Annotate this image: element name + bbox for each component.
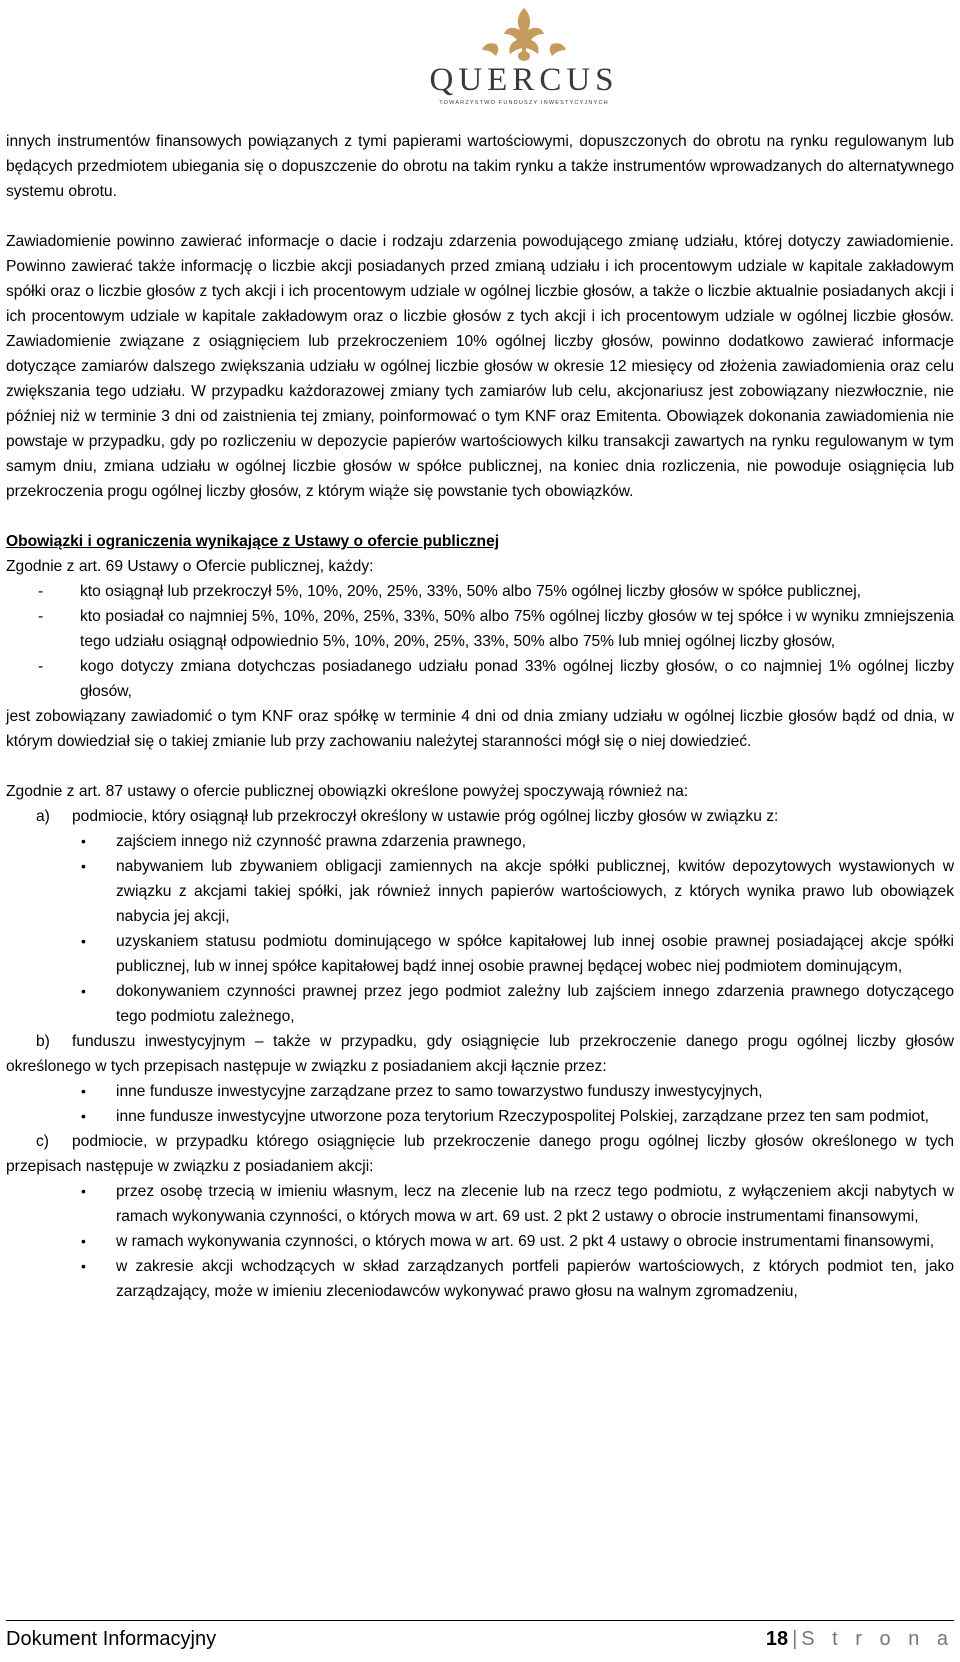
document-body xyxy=(6,129,954,1304)
bullet-icon: • xyxy=(81,1083,86,1099)
dash-marker: - xyxy=(38,608,44,625)
alpha-item-b xyxy=(6,1029,954,1079)
list-item-text: kto osiągnął lub przekroczył 5%, 10%, 20%, 25%, 33%, 50% albo 75% ogólnej liczby głosów w spółce publicznej, xyxy=(80,583,861,600)
dash-marker: - xyxy=(38,658,44,675)
paragraph-continuation: innych instrumentów finansowych powiązanych z tymi papierami wartościowymi, dopuszczonych do obrotu na rynku regulowanym lub będących przedmiotem ubiegania się o dopuszczenie do obrotu na takim rynku a także instrumentów wprowadzanych do alternatywnego systemu obrotu. xyxy=(6,133,954,200)
bullet-icon: • xyxy=(81,933,86,949)
bullet-icon: • xyxy=(81,1183,86,1199)
art87-intro: Zgodnie z art. 87 ustawy o ofercie publicznej obowiązki określone powyżej spoczywają również na: xyxy=(6,783,689,800)
list-item xyxy=(6,604,954,654)
list-item-text: dokonywaniem czynności prawnej przez jego podmiot zależny lub zajściem innego zdarzenia prawnego dotyczącego tego podmiotu zależnego, xyxy=(116,983,954,1025)
logo-wordmark: QUERCUS xyxy=(429,62,619,98)
bullet-icon: • xyxy=(81,858,86,874)
footer-divider xyxy=(6,1620,954,1621)
footer-doc-title: Dokument Informacyjny xyxy=(6,1628,217,1650)
list-item xyxy=(6,1229,954,1254)
alpha-item-text: funduszu inwestycyjnym – także w przypadku, gdy osiągnięcie lub przekroczenie danego progu ogólnej liczby głosów określonego w tych przepisach następuje w związku z posiadaniem akcji łącznie przez: xyxy=(6,1033,954,1075)
document-page xyxy=(6,0,954,1662)
list-item xyxy=(6,1254,954,1304)
alpha-marker: b) xyxy=(36,1033,50,1050)
section-intro: Zgodnie z art. 69 Ustawy o Ofercie publicznej, każdy: xyxy=(6,558,374,575)
quercus-logo xyxy=(414,4,634,112)
alpha-item-a xyxy=(6,804,954,829)
alpha-marker: a) xyxy=(36,808,50,825)
page-label: S t r o n a xyxy=(801,1628,954,1650)
alpha-marker: c) xyxy=(36,1133,49,1150)
list-item-text: w zakresie akcji wchodzących w skład zarządzanych portfeli papierów wartościowych, z których podmiot ten, jako zarządzający, może w imieniu zleceniodawców wykonywać prawo głosu na walnym zgromadzeniu, xyxy=(116,1258,954,1300)
oak-crest-icon xyxy=(414,4,634,64)
list-item-text: inne fundusze inwestycyjne utworzone poza terytorium Rzeczypospolitej Polskiej, zarządzane przez ten sam podmiot, xyxy=(116,1108,930,1125)
footer-separator: | xyxy=(792,1628,798,1650)
list-item xyxy=(6,979,954,1029)
list-item-text: w ramach wykonywania czynności, o których mowa w art. 69 ust. 2 pkt 4 ustawy o obrocie instrumentami finansowymi, xyxy=(116,1233,935,1250)
list-item-text: przez osobę trzecią w imieniu własnym, lecz na zlecenie lub na rzecz tego podmiotu, z wyłączeniem akcji nabytych w ramach wykonywania czynności, o których mowa w art. 69 ust. 2 pkt 2 ustawy o obrocie instrumentami finansowymi, xyxy=(116,1183,954,1225)
section-heading: Obowiązki i ograniczenia wynikające z Ustawy o ofercie publicznej xyxy=(6,533,500,550)
list-item xyxy=(6,1104,954,1129)
list-item-text: kogo dotyczy zmiana dotychczas posiadanego udziału ponad 33% ogólnej liczby głosów, o co najmniej 1% ogólnej liczby głosów, xyxy=(80,658,954,700)
bullet-icon: • xyxy=(81,983,86,999)
dash-marker: - xyxy=(38,583,44,600)
bullet-icon: • xyxy=(81,833,86,849)
list-item-text: inne fundusze inwestycyjne zarządzane przez to samo towarzystwo funduszy inwestycyjnych, xyxy=(116,1083,763,1100)
bullet-icon: • xyxy=(81,1233,86,1249)
alpha-item-c xyxy=(6,1129,954,1179)
list-item xyxy=(6,1079,954,1104)
list-item xyxy=(6,854,954,929)
list-item xyxy=(6,929,954,979)
bullet-icon: • xyxy=(81,1108,86,1124)
list-item-text: kto posiadał co najmniej 5%, 10%, 20%, 25%, 33%, 50% albo 75% ogólnej liczby głosów w tej spółce i w wyniku zmniejszenia tego udziału osiągnął odpowiednio 5%, 10%, 20%, 25%, 33%, 50% albo 75% lub mniej ogólnej liczby głosów, xyxy=(80,608,954,650)
list-item xyxy=(6,1179,954,1229)
list-item xyxy=(6,579,954,604)
list-item-text: uzyskaniem statusu podmiotu dominującego w spółce kapitałowej lub innej osobie prawnej posiadającej akcje spółki publicznej, lub w innej spółce kapitałowej bądź innej osobie prawnej będącej wobec niej podmiotem dominującym, xyxy=(116,933,954,975)
list-item xyxy=(6,654,954,704)
section-closing: jest zobowiązany zawiadomić o tym KNF oraz spółkę w terminie 4 dni od dnia zmiany udziału w ogólnej liczbie głosów bądź od dnia, w którym dowiedział się o takiej zmianie lub przy zachowaniu należytej staranności mógł się o niej dowiedzieć. xyxy=(6,708,954,750)
bullet-icon: • xyxy=(81,1258,86,1274)
list-item-text: zajściem innego niż czynność prawna zdarzenia prawnego, xyxy=(116,833,526,850)
footer-page-indicator xyxy=(766,1627,954,1651)
page-footer xyxy=(6,1627,954,1651)
alpha-item-text: podmiocie, który osiągnął lub przekroczył określony w ustawie próg ogólnej liczby głosów w związku z: xyxy=(72,808,779,825)
logo-subtitle: TOWARZYSTWO FUNDUSZY INWESTYCYJNYCH xyxy=(439,100,609,106)
paragraph-notification-content: Zawiadomienie powinno zawierać informacje o dacie i rodzaju zdarzenia powodującego zmianę udziału, której dotyczy zawiadomienie. Powinno zawierać także informację o liczbie akcji posiadanych przed zmianą udziału i ich procentowym udziale w kapitale zakładowym spółki oraz o liczbie głosów z tych akcji i ich procentowym udziale w ogólnej liczbie głosów, a także o liczbie aktualnie posiadanych akcji i ich procentowym udziale w kapitale zakładowym oraz o liczbie głosów z tych akcji i ich procentowym udziale w ogólnej liczbie głosów. Zawiadomienie związane z osiągnięciem lub przekroczeniem 10% ogólnej liczby głosów, powinno dodatkowo zawierać informacje dotyczące zamiarów dalszego zwiększania udziału w ogólnej liczbie głosów w okresie 12 miesięcy od złożenia zawiadomienia oraz celu zwiększania tego udziału. W przypadku każdorazowej zmiany tych zamiarów lub celu, akcjonariusz jest zobowiązany niezwłocznie, nie później niż w terminie 3 dni od zaistnienia tej zmiany, poinformować o tym KNF oraz Emitenta. Obowiązek dokonania zawiadomienia nie powstaje w przypadku, gdy po rozliczeniu w depozycie papierów wartościowych kilku transakcji zawartych na rynku regulowanym w tym samym dniu, zmiana udziału w ogólnej liczbie głosów w spółce publicznej, na koniec dnia rozliczenia, nie powoduje osiągnięcia lub przekroczenia progu ogólnej liczby głosów, z którym wiąże się powstanie tych obowiązków. xyxy=(6,233,954,500)
list-item xyxy=(6,829,954,854)
alpha-item-text: podmiocie, w przypadku którego osiągnięcie lub przekroczenie danego progu ogólnej liczby głosów określonego w tych przepisach następuje w związku z posiadaniem akcji: xyxy=(6,1133,954,1175)
page-number: 18 xyxy=(765,1628,789,1650)
list-item-text: nabywaniem lub zbywaniem obligacji zamiennych na akcje spółki publicznej, kwitów depozytowych wystawionych w związku z akcjami takiej spółki, jak również innych papierów wartościowych, z których wynika prawo lub obowiązek nabycia jej akcji, xyxy=(116,858,954,925)
